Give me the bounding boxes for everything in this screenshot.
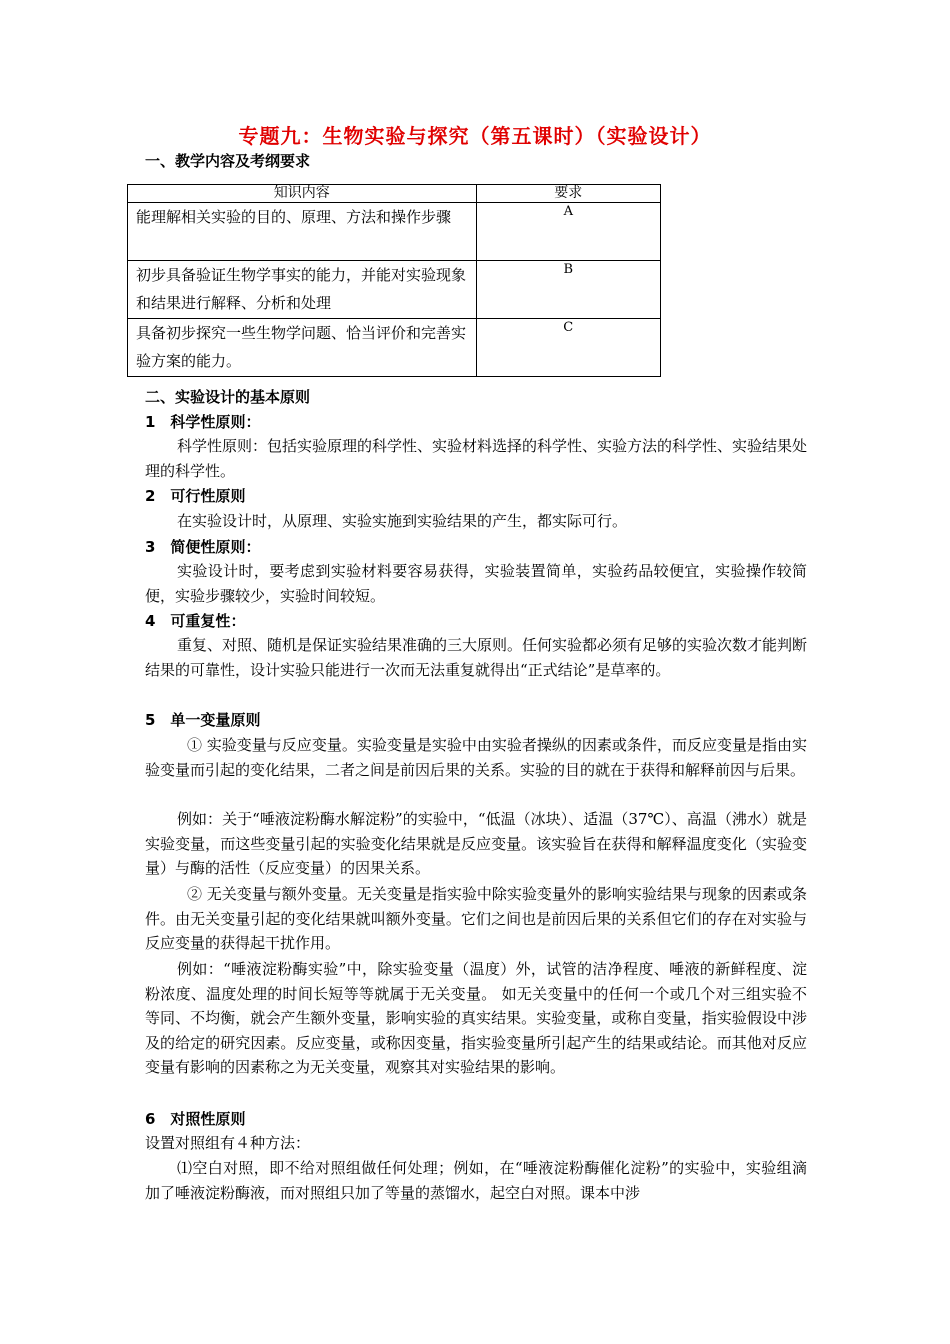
table-cell-content: 初步具备验证生物学事实的能力，并能对实验现象和结果进行解释、分析和处理 [128, 261, 477, 319]
section-heading-1: 一、教学内容及考纲要求 [145, 152, 311, 170]
principle-text-2: 在实验设计时，从原理、实验实施到实验结果的产生，都实际可行。 [177, 512, 628, 530]
table-header-row [128, 185, 661, 203]
table-row [128, 319, 661, 377]
table-cell-level: C [476, 319, 660, 377]
table-row [128, 203, 661, 261]
principle-text-6-intro: 设置对照组有４种方法： [145, 1134, 311, 1152]
section-heading-2: 二、实验设计的基本原则 [145, 388, 311, 406]
table-cell-content: 能理解相关实验的目的、原理、方法和操作步骤 [128, 203, 477, 261]
principle-text-4: 重复、对照、随机是保证实验结果准确的三大原则。任何实验都必须有足够的实验次数才能判断结果的可靠性，设计实验只能进行一次而无法重复就得出“正式结论”是草率的。 [145, 636, 808, 679]
principle-text-1: 科学性原则：包括实验原理的科学性、实验材料选择的科学性、实验方法的科学性、实验结果处理的科学性。 [145, 437, 808, 480]
table-row [128, 261, 661, 319]
table-header-content: 知识内容 [128, 185, 477, 203]
table-cell-level: B [476, 261, 660, 319]
principle-heading-4: 4 可重复性： [145, 612, 246, 630]
principle-text-3: 实验设计时，要考虑到实验材料要容易获得，实验装置简单，实验药品较便宜，实验操作较简便，实验步骤较少，实验时间较短。 [145, 562, 807, 605]
principle-heading-2: 2 可行性原则 [145, 487, 246, 505]
requirements-table [127, 184, 661, 377]
principle-text-6a: ⑴空白对照，即不给对照组做任何处理；例如，在“唾液淀粉酶催化淀粉”的实验中，实验组滴加了唾液淀粉酶液，而对照组只加了等量的蒸馏水，起空白对照。课本中涉 [145, 1159, 807, 1202]
principle-text-5d: 例如：“唾液淀粉酶实验”中，除实验变量（温度）外，试管的洁净程度、唾液的新鲜程度、淀粉浓度、温度处理的时间长短等等就属于无关变量。 如无关变量中的任何一个或几个对三组实验不等同、不均衡，就会产生额外变量，影响实验的真实结果。实验变量，或称自变量，指实验假设中涉及的给定的研究因素。反应变量，或称因变量，指实验变量所引起产生的结果或结论。而其他对反应变量有影响的因素称之为无关变量，观察其对实验结果的影响。 [145, 960, 807, 1076]
table-header-level: 要求 [476, 185, 660, 203]
principle-heading-3: 3 简便性原则： [145, 538, 261, 556]
principle-text-5a: ① 实验变量与反应变量。实验变量是实验中由实验者操纵的因素或条件，而反应变量是指由实验变量而引起的变化结果，二者之间是前因后果的关系。实验的目的就在于获得和解释前因与后果。 [145, 736, 807, 779]
table-cell-content: 具备初步探究一些生物学问题、恰当评价和完善实验方案的能力。 [128, 319, 477, 377]
principle-heading-1: 1 科学性原则： [145, 413, 261, 431]
principle-text-5b: 例如：关于“唾液淀粉酶水解淀粉”的实验中，“低温（冰块）、适温（37℃）、高温（沸水）就是实验变量，而这些变量引起的实验变化结果就是反应变量。该实验旨在获得和解释温度变化（实验变量）与酶的活性（反应变量）的因果关系。 [145, 810, 807, 877]
page-title: 专题九：生物实验与探究（第五课时）（实验设计） [238, 124, 712, 148]
principle-heading-6: 6 对照性原则 [145, 1110, 246, 1128]
table-cell-level: A [476, 203, 660, 261]
principle-heading-5: 5 单一变量原则 [145, 711, 261, 729]
principle-text-5c: ② 无关变量与额外变量。无关变量是指实验中除实验变量外的影响实验结果与现象的因素或条件。由无关变量引起的变化结果就叫额外变量。它们之间也是前因后果的关系但它们的存在对实验与反应变量的获得起干扰作用。 [145, 885, 807, 952]
